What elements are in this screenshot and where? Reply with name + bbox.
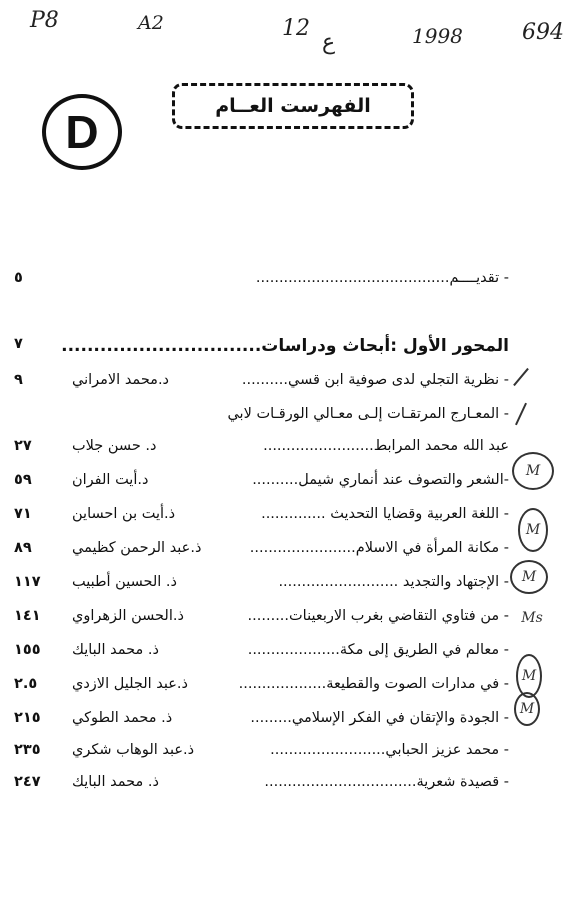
toc-entry-title: - المعـارج المرتقـات إلـى معـالي الورقـات لابي (227, 406, 509, 422)
toc-entry (0, 676, 575, 700)
toc-entry-page-number: ١١٧ (14, 574, 41, 590)
toc-entry-page-number: ١٥٥ (14, 642, 41, 658)
toc-entry-author: ذ.عبد الوهاب شكري (72, 742, 195, 758)
toc-entry-page-number: ٢١٥ (14, 710, 41, 726)
toc-entry-page-number: ٧ (14, 336, 23, 352)
toc-entry-title: - نظرية التجلي لدى صوفية ابن قسي.......... (241, 372, 509, 388)
page-title: الفهرست العــام (172, 83, 414, 129)
handwritten-ain: ع (322, 30, 336, 55)
toc-entry-title: - قصيدة شعرية................................. (264, 774, 509, 790)
toc-entry (0, 574, 575, 598)
margin-circle-mark: M (510, 560, 548, 594)
toc-entry (0, 774, 575, 798)
toc-entry (0, 642, 575, 666)
toc-entry (0, 540, 575, 564)
toc-entry-author: ذ. الحسين أطبيب (72, 574, 177, 590)
toc-entry-title: - تقديــــم.......................................... (255, 270, 509, 286)
toc-entry (0, 710, 575, 734)
toc-entry-title: - محمد عزيز الحبابي......................... (270, 742, 509, 758)
handwritten-code-694: 694 (522, 20, 564, 45)
toc-entry-author: ذ.الحسن الزهراوي (72, 608, 184, 624)
handwritten-code-a2: A2 (138, 12, 164, 34)
toc-entry-author: ذ.أيت بن احساين (72, 506, 176, 522)
toc-entry-title: عبد الله محمد المرابط........................ (263, 438, 509, 454)
toc-entry-page-number: ٨٩ (14, 540, 32, 556)
toc-entry-title: - الجودة والإتقان في الفكر الإسلامي......... (250, 710, 509, 726)
toc-entry (0, 472, 575, 496)
toc-entry-author: ذ.عبد الرحمن كظيمي (72, 540, 202, 556)
toc-entry-title: - اللغة العربية وقضايا التحديث .............. (261, 506, 509, 522)
toc-entry (0, 742, 575, 766)
toc-entry-author: د.محمد الامراني (72, 372, 170, 388)
toc-entry-title: - من فتاوي التقاضي بغرب الاربعينات......... (247, 608, 509, 624)
toc-entry-page-number: ١٤١ (14, 608, 41, 624)
toc-entry-page-number: ٥٩ (14, 472, 32, 488)
toc-entry-page-number: ٢٤٧ (14, 774, 41, 790)
toc-entry-page-number: ٩ (14, 372, 23, 388)
toc-entry (0, 336, 575, 360)
toc-entry-title: - في مدارات الصوت والقطيعة................... (238, 676, 509, 692)
toc-entry-page-number: ٧١ (14, 506, 32, 522)
toc-entry-page-number: ٥ (14, 270, 23, 286)
toc-entry-author: د.أيت الفران (72, 472, 149, 488)
toc-entry (0, 270, 575, 294)
toc-entry-page-number: ٢٣٥ (14, 742, 41, 758)
toc-entry (0, 438, 575, 462)
toc-entry-author: ذ. محمد البايك (72, 774, 159, 790)
margin-scribble-mark: Ms (521, 610, 543, 626)
toc-entry-author: ذ. محمد البايك (72, 642, 159, 658)
toc-entry-title: -الشعر والتصوف عند أنماري شيمل.......... (252, 472, 509, 488)
toc-entry (0, 372, 575, 396)
toc-entry-author: ذ. محمد الطوكي (72, 710, 173, 726)
toc-entry (0, 608, 575, 632)
handwritten-year: 1998 (412, 24, 463, 48)
toc-entry (0, 506, 575, 530)
toc-entry-page-number: ٢.٥ (14, 676, 38, 692)
toc-entry (0, 406, 575, 430)
toc-entry-title: - الإجتهاد والتجديد .......................... (278, 574, 509, 590)
toc-entry-author: د. حسن جلاب (72, 438, 157, 454)
margin-circle-mark: M (518, 508, 548, 552)
margin-circle-mark: M (512, 452, 554, 490)
toc-entry-title: - معالم في الطريق إلى مكة.................... (247, 642, 509, 658)
toc-entry-title: المحور الأول :أبحاث ودراسات............................... (61, 336, 509, 356)
circled-d-mark: D (42, 94, 122, 170)
toc-entry-title: - مكانة المرأة في الاسلام....................... (249, 540, 509, 556)
toc-entry-page-number: ٢٧ (14, 438, 32, 454)
margin-circle-mark: M (516, 654, 542, 698)
margin-circle-mark: M (514, 692, 540, 726)
toc-entry-author: ذ.عبد الجليل الازدي (72, 676, 188, 692)
handwritten-number-12: 12 (282, 16, 310, 41)
handwritten-code-p8: P8 (30, 8, 59, 33)
